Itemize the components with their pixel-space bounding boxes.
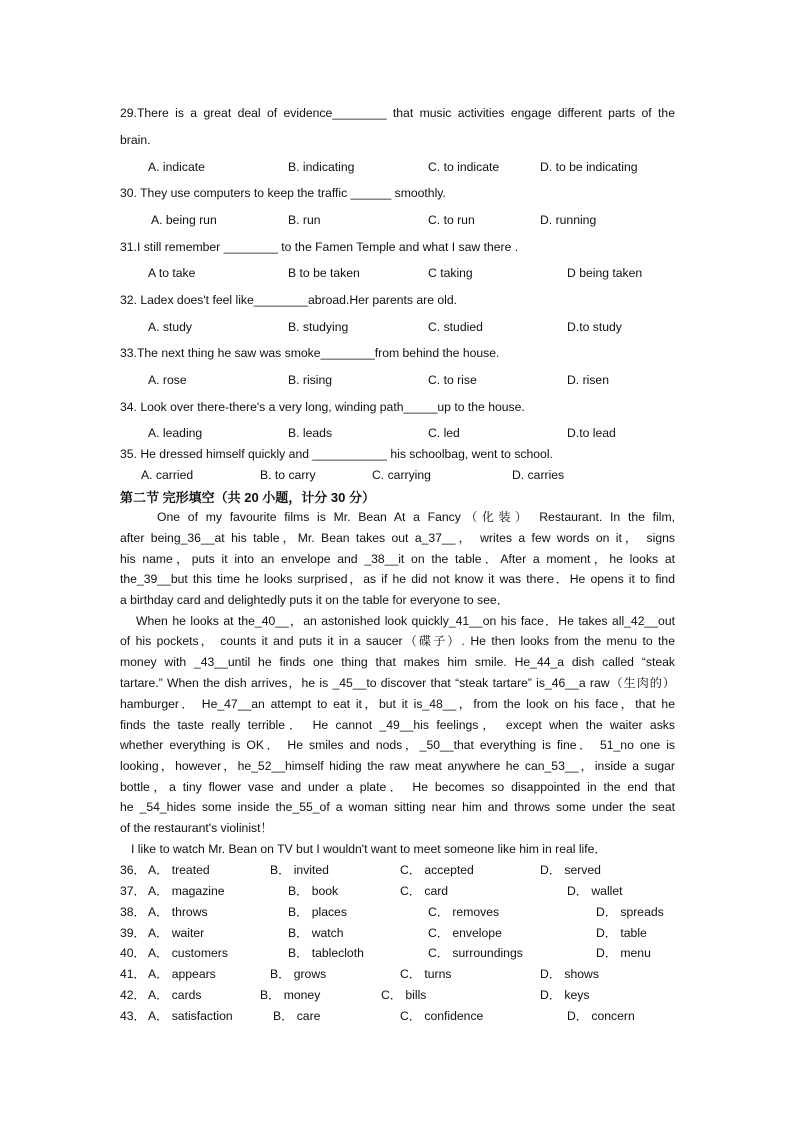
cloze-option-c: C． surroundings bbox=[428, 946, 523, 960]
cloze-option-a: A． satisfaction bbox=[148, 1009, 233, 1023]
q31-option-d: D being taken bbox=[567, 266, 643, 280]
q35-option-c: C. carrying bbox=[372, 468, 431, 482]
passage-line: a birthday card and delightedly puts it on the table for everyone to see． bbox=[120, 593, 509, 607]
passage-line: bottle，a tiny flower vase and under a plate． He becomes so disappointed in the end that bbox=[120, 780, 675, 794]
q32-option-b: B. studying bbox=[288, 320, 349, 334]
q35-option-b: B. to carry bbox=[260, 468, 316, 482]
q31-stem: 31.I still remember ________ to the Famen Temple and what I saw there . bbox=[120, 240, 519, 254]
cloze-option-a: A． magazine bbox=[148, 884, 225, 898]
q34-option-a: A. leading bbox=[148, 426, 203, 440]
q34-option-c: C. led bbox=[428, 426, 460, 440]
q35-stem: 35. He dressed himself quickly and ___________ his schoolbag, went to school. bbox=[120, 447, 553, 461]
cloze-number: 41． bbox=[120, 967, 146, 981]
q29-option-d: D. to be indicating bbox=[540, 160, 638, 174]
q34-option-d: D.to lead bbox=[567, 426, 616, 440]
q29-stem-line1: 29.There is a great deal of evidence________ that music activities engage different parts of the bbox=[120, 106, 675, 120]
cloze-number: 40． bbox=[120, 946, 146, 960]
q31-option-b: B to be taken bbox=[288, 266, 360, 280]
q32-option-a: A. study bbox=[148, 320, 193, 334]
cloze-option-d: D． menu bbox=[596, 946, 651, 960]
q34-stem: 34. Look over there-there's a very long, winding path_____up to the house. bbox=[120, 400, 525, 414]
passage-line: money with _43__until he finds one thing that makes him smile. He_44_a dish called “steak bbox=[120, 655, 675, 669]
q30-option-d: D. running bbox=[540, 213, 597, 227]
cloze-option-d: D． shows bbox=[540, 967, 599, 981]
q31-option-c: C taking bbox=[428, 266, 473, 280]
cloze-option-c: C． accepted bbox=[400, 863, 474, 877]
cloze-option-c: C． turns bbox=[400, 967, 452, 981]
cloze-option-a: A． cards bbox=[148, 988, 202, 1002]
q33-option-c: C. to rise bbox=[428, 373, 477, 387]
cloze-option-a: A． throws bbox=[148, 905, 208, 919]
cloze-option-a: A． appears bbox=[148, 967, 216, 981]
q34-option-b: B. leads bbox=[288, 426, 333, 440]
cloze-option-a: A． customers bbox=[148, 946, 228, 960]
cloze-option-d: D． wallet bbox=[567, 884, 623, 898]
cloze-option-b: B． money bbox=[260, 988, 321, 1002]
passage-line: after being_36__at his table，Mr. Bean takes out a_37__， writes a few words on it， signs bbox=[120, 531, 675, 545]
q29-option-a: A. indicate bbox=[148, 160, 205, 174]
cloze-option-b: B． care bbox=[273, 1009, 321, 1023]
passage-line: finds the taste really terrible． He cannot _49__his feelings， except when the waiter asks bbox=[120, 718, 675, 732]
passage-line: When he looks at the_40__，an astonished look quickly_41__on his face．He takes all_42__out bbox=[136, 614, 675, 628]
cloze-number: 37． bbox=[120, 884, 146, 898]
section-heading: 第二节 完形填空（共 20 小题，计分 30 分） bbox=[120, 490, 375, 505]
passage-line: of his pockets， counts it and puts it in a saucer（碟子）. He then looks from the menu to the bbox=[120, 634, 675, 648]
cloze-option-c: C． removes bbox=[428, 905, 500, 919]
passage-line: looking，however，he_52__himself hiding the raw meat anywhere he can_53__，inside a sugar bbox=[120, 759, 675, 773]
cloze-option-d: D． spreads bbox=[596, 905, 664, 919]
q29-stem-line2: brain. bbox=[120, 133, 151, 147]
q35-option-d: D. carries bbox=[512, 468, 565, 482]
cloze-option-a: A． treated bbox=[148, 863, 210, 877]
q33-stem: 33.The next thing he saw was smoke________from behind the house. bbox=[120, 346, 500, 360]
q30-option-c: C. to run bbox=[428, 213, 475, 227]
cloze-number: 43． bbox=[120, 1009, 146, 1023]
cloze-option-a: A． waiter bbox=[148, 926, 205, 940]
cloze-option-d: D． concern bbox=[567, 1009, 635, 1023]
cloze-option-c: C． confidence bbox=[400, 1009, 484, 1023]
cloze-option-d: D． table bbox=[596, 926, 647, 940]
cloze-option-b: B． grows bbox=[270, 967, 327, 981]
cloze-option-b: B． tablecloth bbox=[288, 946, 364, 960]
cloze-number: 42． bbox=[120, 988, 146, 1002]
passage-line: his name，puts it into an envelope and _38__it on the table．After a moment，he looks at bbox=[120, 552, 675, 566]
q29-option-b: B. indicating bbox=[288, 160, 355, 174]
cloze-option-b: B． book bbox=[288, 884, 339, 898]
cloze-option-d: D． keys bbox=[540, 988, 590, 1002]
cloze-option-d: D． served bbox=[540, 863, 601, 877]
q30-option-a: A. being run bbox=[151, 213, 217, 227]
q35-option-a: A. carried bbox=[141, 468, 194, 482]
q33-option-a: A. rose bbox=[148, 373, 187, 387]
passage-line: hamburger． He_47__an attempt to eat it，but it is_48__，from the look on his face，that he bbox=[120, 697, 675, 711]
passage-line: whether everything is OK． He smiles and nods，_50__that everything is fine． 51_no one is bbox=[120, 738, 675, 752]
q32-stem: 32. Ladex does't feel like________abroad.Her parents are old. bbox=[120, 293, 458, 307]
q31-option-a: A to take bbox=[148, 266, 196, 280]
passage-line: One of my favourite films is Mr. Bean At a Fancy（化装） Restaurant. In the film, bbox=[157, 510, 675, 524]
q32-option-c: C. studied bbox=[428, 320, 483, 334]
passage-line: tartare.” When the dish arrives，he is _45__to discover that “steak tartare” is_46__a raw（生肉的） bbox=[120, 676, 675, 690]
passage-line: of the restaurant's violinist！ bbox=[120, 821, 273, 835]
cloze-option-b: B． places bbox=[288, 905, 347, 919]
cloze-option-b: B． invited bbox=[270, 863, 329, 877]
q29-option-c: C. to indicate bbox=[428, 160, 500, 174]
cloze-number: 38． bbox=[120, 905, 146, 919]
q33-option-d: D. risen bbox=[567, 373, 609, 387]
cloze-option-c: C． bills bbox=[381, 988, 427, 1002]
passage-line: the_39__but this time he looks surprised，as if he did not know it was there．He opens it to find bbox=[120, 572, 675, 586]
cloze-option-c: C． card bbox=[400, 884, 449, 898]
q33-option-b: B. rising bbox=[288, 373, 333, 387]
passage-line: I like to watch Mr. Bean on TV but I wouldn't want to meet someone like him in real life． bbox=[131, 842, 607, 856]
q32-option-d: D.to study bbox=[567, 320, 622, 334]
q30-option-b: B. run bbox=[288, 213, 321, 227]
cloze-number: 39． bbox=[120, 926, 146, 940]
cloze-option-c: C． envelope bbox=[428, 926, 502, 940]
cloze-number: 36． bbox=[120, 863, 146, 877]
cloze-option-b: B． watch bbox=[288, 926, 344, 940]
passage-line: he _54_hides some inside the_55_of a woman sitting near him and throws some under the seat bbox=[120, 800, 675, 814]
q30-stem: 30. They use computers to keep the traffic ______ smoothly. bbox=[120, 186, 446, 200]
